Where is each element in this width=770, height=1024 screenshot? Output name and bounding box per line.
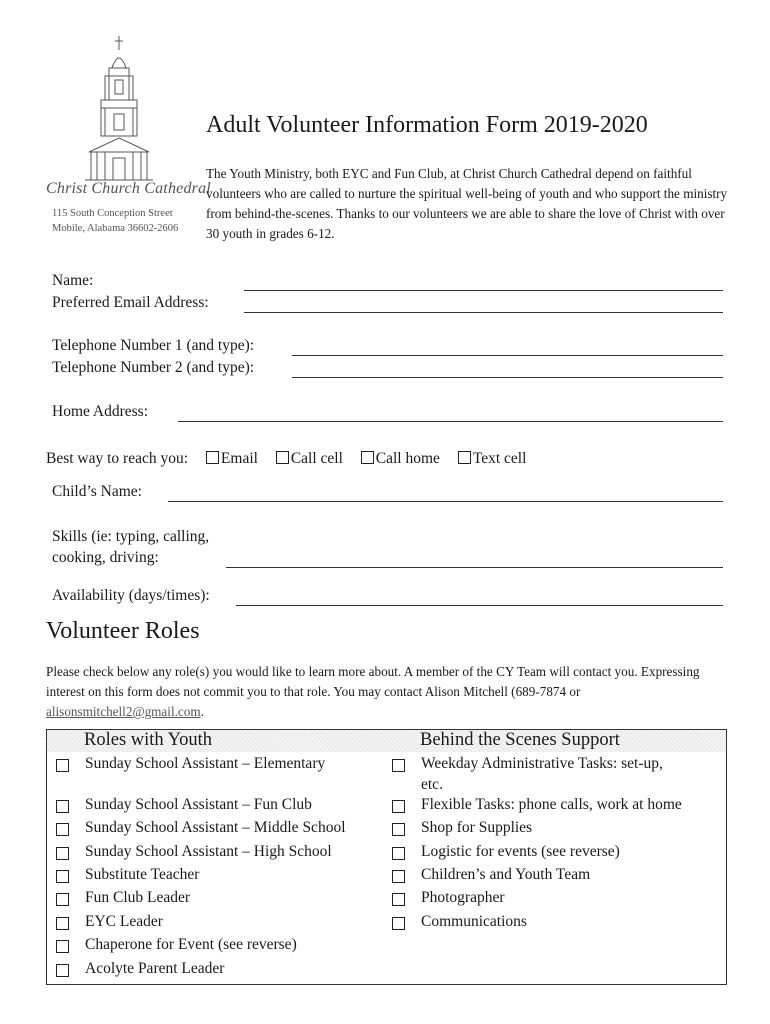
org-name: Christ Church Cathedral (46, 180, 211, 197)
phone1-label: Telephone Number 1 (and type): (52, 337, 255, 354)
col2-header: Behind the Scenes Support (420, 730, 620, 750)
reach-option-call-cell[interactable] (276, 450, 343, 467)
role-label: Sunday School Assistant – Elementary (85, 755, 326, 772)
org-address-line2: Mobile, Alabama 36602-2606 (52, 223, 179, 234)
checkbox[interactable] (392, 823, 405, 836)
intro-paragraph: The Youth Ministry, both EYC and Fun Club, at Christ Church Cathedral depend on faithful volunteers who are called to nurture the spiritual well-being of youth and who support the ministry from behind-the-scenes. Thanks to our volunteers we are able to share the love of Christ with over 30 youth in grades 6-12. (206, 166, 728, 241)
phone2-field[interactable] (292, 377, 723, 378)
role-label: Communications (421, 913, 527, 930)
checkbox[interactable] (56, 893, 69, 906)
home-address-field[interactable] (178, 421, 723, 422)
call-cell-checkbox[interactable] (276, 451, 289, 464)
child-name-field[interactable] (168, 501, 723, 502)
text-cell-checkbox[interactable] (458, 451, 471, 464)
email-field[interactable] (244, 312, 723, 313)
roles-note-tail: . (200, 704, 204, 719)
email-checkbox[interactable] (206, 451, 219, 464)
volunteer-roles-heading: Volunteer Roles (46, 618, 200, 644)
role-label: Photographer (421, 889, 505, 906)
role-label: Substitute Teacher (85, 866, 200, 883)
checkbox[interactable] (56, 823, 69, 836)
contact-email-link[interactable]: alisonsmitchell2@gmail.com (46, 704, 201, 719)
phone2-label: Telephone Number 2 (and type): (52, 359, 255, 376)
call-home-checkbox[interactable] (361, 451, 374, 464)
home-address-label: Home Address: (52, 403, 149, 420)
reach-option-call-cell-label: Call cell (290, 450, 343, 467)
checkbox[interactable] (392, 870, 405, 883)
reach-options (46, 450, 526, 468)
checkbox[interactable] (56, 759, 69, 772)
roles-note-text: Please check below any role(s) you would like to learn more about. A member of the CY Team will contact you. Expressing interest on this form does not commit you to that role. You may contact Alison Mitchell (689-7874 or (46, 664, 700, 699)
org-address (52, 206, 178, 236)
reach-option-call-home-label: Call home (375, 450, 440, 467)
checkbox[interactable] (56, 870, 69, 883)
reach-label: Best way to reach you: (46, 450, 189, 467)
checkbox[interactable] (56, 940, 69, 953)
reach-option-email[interactable] (206, 450, 258, 467)
role-label: Sunday School Assistant – High School (85, 843, 332, 860)
role-label: Sunday School Assistant – Middle School (85, 819, 346, 836)
col1-header: Roles with Youth (84, 730, 212, 750)
role-label: etc. (421, 776, 443, 793)
checkbox[interactable] (56, 800, 69, 813)
skills-label-line2: cooking, driving: (52, 549, 159, 566)
cathedral-icon (79, 34, 159, 184)
role-label: Logistic for events (see reverse) (421, 843, 620, 860)
reach-option-text-cell-label: Text cell (472, 450, 527, 467)
roles-note (46, 662, 736, 722)
email-label: Preferred Email Address: (52, 294, 209, 311)
page-title: Adult Volunteer Information Form 2019-2020 (206, 112, 648, 138)
skills-field[interactable] (226, 567, 723, 568)
role-label: Shop for Supplies (421, 819, 533, 836)
role-label: EYC Leader (85, 913, 163, 930)
skills-label-line1: Skills (ie: typing, calling, (52, 528, 210, 545)
reach-option-text-cell[interactable] (458, 450, 527, 467)
availability-field[interactable] (236, 605, 723, 606)
roles-table (46, 729, 727, 985)
child-name-label: Child’s Name: (52, 483, 142, 500)
reach-option-email-label: Email (220, 450, 258, 467)
org-address-line1: 115 South Conception Street (52, 208, 173, 219)
role-label: Sunday School Assistant – Fun Club (85, 796, 312, 813)
availability-label: Availability (days/times): (52, 587, 210, 604)
checkbox[interactable] (56, 964, 69, 977)
role-label: Children’s and Youth Team (421, 866, 591, 883)
role-label: Chaperone for Event (see reverse) (85, 936, 297, 953)
phone1-field[interactable] (292, 355, 723, 356)
role-label: Fun Club Leader (85, 889, 191, 906)
checkbox[interactable] (392, 893, 405, 906)
name-field[interactable] (244, 290, 723, 291)
checkbox[interactable] (392, 800, 405, 813)
name-label: Name: (52, 272, 94, 289)
checkbox[interactable] (56, 917, 69, 930)
role-label: Flexible Tasks: phone calls, work at home (421, 796, 682, 813)
checkbox[interactable] (392, 847, 405, 860)
reach-option-call-home[interactable] (361, 450, 440, 467)
role-label: Weekday Administrative Tasks: set-up, (421, 755, 663, 772)
role-label: Acolyte Parent Leader (85, 960, 225, 977)
checkbox[interactable] (56, 847, 69, 860)
checkbox[interactable] (392, 917, 405, 930)
checkbox[interactable] (392, 759, 405, 772)
